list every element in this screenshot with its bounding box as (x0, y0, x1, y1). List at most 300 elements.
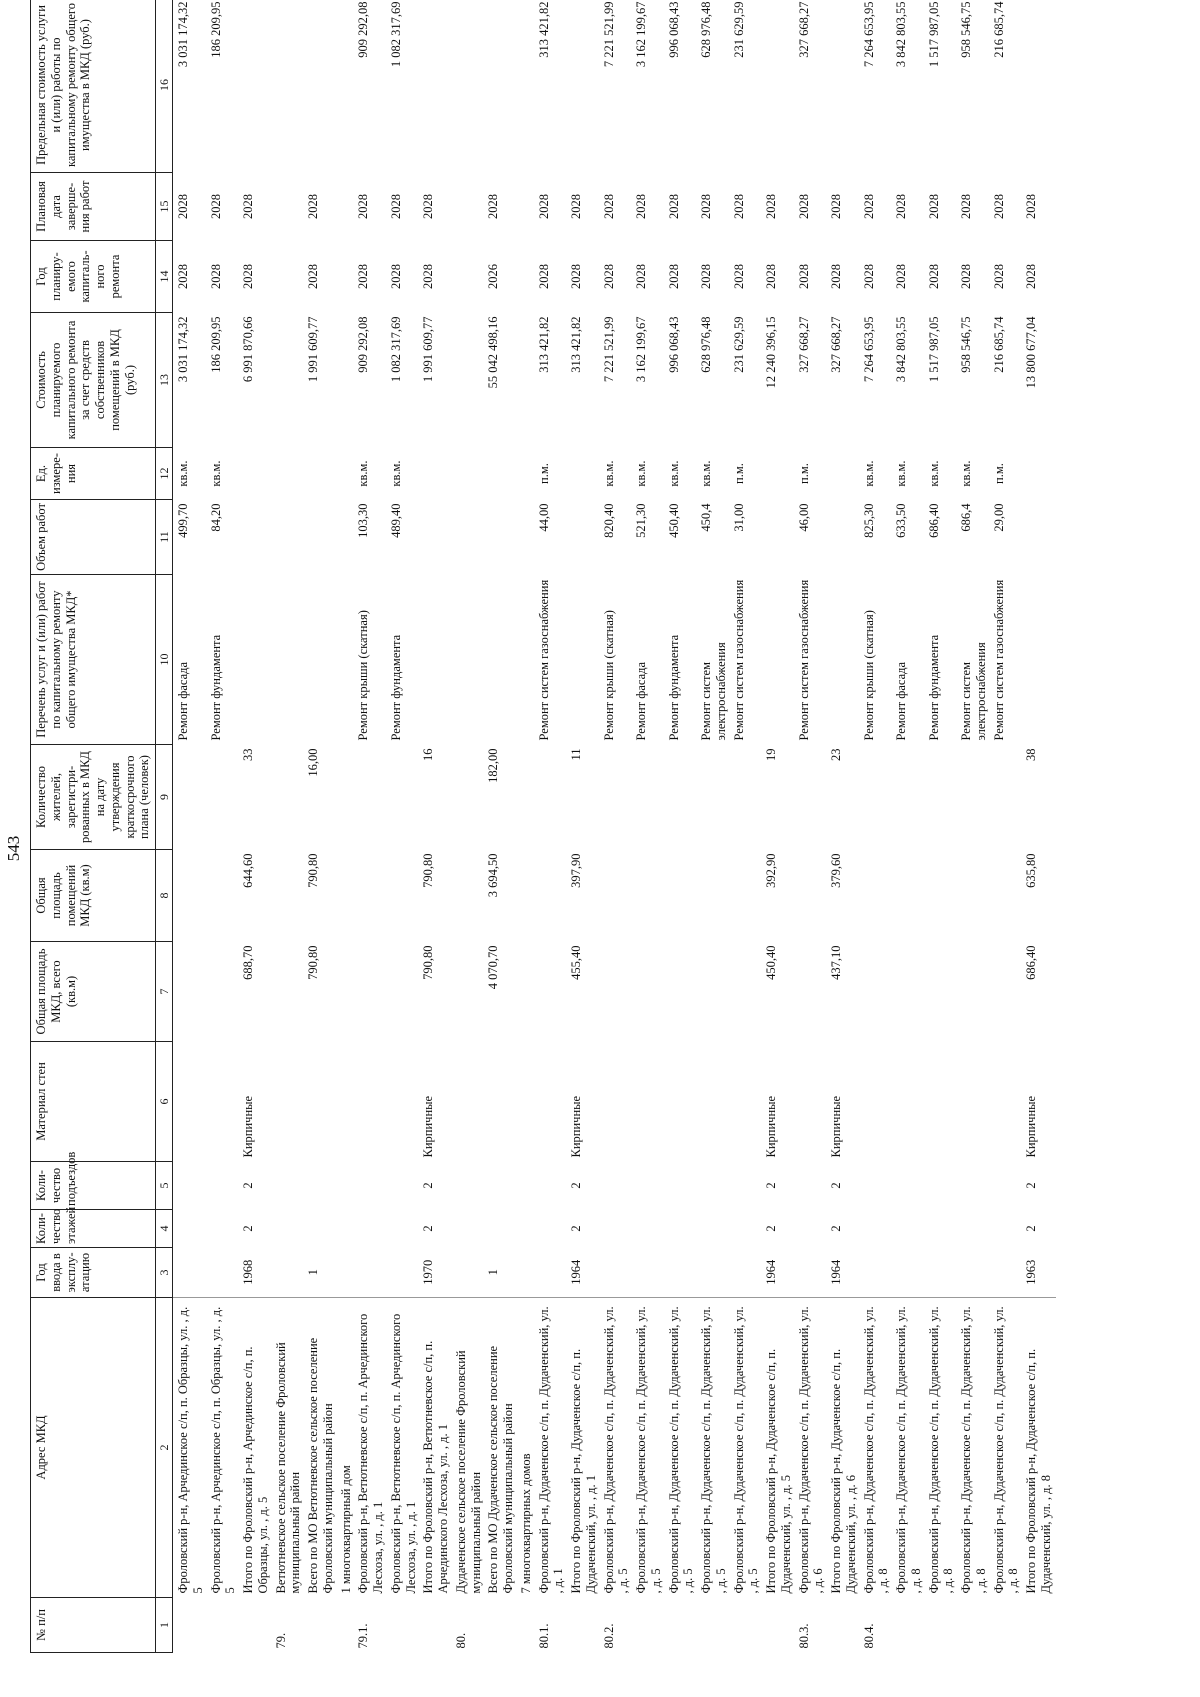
floors-cell (796, 1210, 829, 1248)
col-header-area-premises: Общая площадь помещений МКД (кв.м) (31, 850, 156, 942)
floors-cell (958, 1210, 991, 1248)
residents-cell (698, 745, 731, 850)
end-date-cell (338, 173, 356, 241)
wall-material-cell (926, 1042, 959, 1162)
table-row (518, 0, 536, 1653)
work-type-cell (763, 575, 796, 745)
row-number (893, 1598, 926, 1653)
table-row (485, 0, 518, 1653)
volume-cell: 31,00 (731, 503, 746, 532)
table-row (240, 0, 273, 1653)
premises-area-cell (338, 850, 356, 942)
total-area-cell: 4 070,70 (486, 945, 501, 990)
entrances-cell (666, 1162, 699, 1210)
residents-cell: 16,00 (306, 748, 321, 777)
end-date-cell (453, 173, 486, 241)
entrances-cell (796, 1162, 829, 1210)
year-cell (958, 1248, 991, 1298)
work-type-cell: Ремонт фундамента (388, 634, 403, 741)
row-number (1023, 1598, 1056, 1653)
volume-cell: 84,20 (208, 503, 223, 532)
residents-cell (273, 745, 306, 850)
residents-cell: 38 (1024, 748, 1039, 761)
volume-cell: 521,30 (634, 503, 649, 538)
row-number (305, 1598, 338, 1653)
work-type-cell: Ремонт фундамента (926, 634, 941, 741)
table-row (355, 0, 388, 1653)
cost-cell: 13 800 677,04 (1024, 316, 1039, 389)
total-area-cell (453, 942, 486, 1042)
premises-area-cell: 3 694,50 (486, 853, 501, 898)
unit-cell (1023, 448, 1056, 500)
end-date-cell: 2028 (601, 194, 616, 219)
residents-cell (958, 745, 991, 850)
plan-year-cell: 2028 (569, 264, 584, 289)
unit-cell: п.м. (731, 463, 746, 484)
row-number (926, 1598, 959, 1653)
cost-cell: 327 668,27 (829, 316, 844, 373)
end-date-cell: 2028 (356, 194, 371, 219)
col-number: 9 (156, 745, 173, 850)
row-number (633, 1598, 666, 1653)
row-number: 80.1. (536, 1623, 551, 1649)
year-cell (893, 1248, 926, 1298)
plan-year-cell (273, 241, 306, 313)
table-row (666, 0, 699, 1653)
limit-cost-cell: 7 264 653,95 (861, 1, 876, 68)
floors-cell (173, 1210, 208, 1248)
limit-cost-cell: 1 517 987,05 (926, 1, 941, 68)
premises-area-cell (601, 850, 634, 942)
plan-year-cell: 2028 (796, 264, 811, 289)
premises-area-cell (666, 850, 699, 942)
plan-year-cell: 2028 (959, 264, 974, 289)
address-cell: Дудаченское сельское поселение Фроловский муниципальный район (453, 1298, 486, 1598)
total-area-cell (536, 942, 569, 1042)
address-cell: Итого по Фроловский р-н, Ветютневское с/п, п. Арчединского Лесхоза, ул. , д. 1 (420, 1298, 453, 1598)
table-row (173, 0, 208, 1653)
total-area-cell (796, 942, 829, 1042)
end-date-cell: 2028 (699, 194, 714, 219)
floors-cell (536, 1210, 569, 1248)
unit-cell (305, 448, 338, 500)
col-header-cost: Стоимость планируемого капитального ремонта за счет средств собственников помещений в МКД (руб.) (31, 313, 156, 448)
table-row (338, 0, 356, 1653)
work-type-cell: Ремонт систем электроснабжения (699, 642, 728, 741)
end-date-cell: 2028 (208, 194, 223, 219)
cost-cell: 909 292,08 (356, 316, 371, 373)
work-type-cell (453, 575, 486, 745)
address-cell: Итого по Фроловский р-н, Арчединское с/п, п. Образцы, ул. , д. 5 (240, 1298, 273, 1598)
residents-cell (893, 745, 926, 850)
residents-cell: 182,00 (486, 748, 501, 783)
year-cell: 1964 (764, 1259, 779, 1285)
premises-area-cell (861, 850, 894, 942)
work-type-cell: Ремонт крыши (скатная) (601, 610, 616, 741)
end-date-cell: 2028 (569, 194, 584, 219)
year-cell (536, 1248, 569, 1298)
cost-cell: 1 991 609,77 (306, 316, 321, 383)
total-area-cell (388, 942, 421, 1042)
floors-cell (338, 1210, 356, 1248)
wall-material-cell (958, 1042, 991, 1162)
address-cell: Фроловский р-н, Дудаченское с/п, п. Дудаченский, ул. , д. 1 (536, 1298, 569, 1598)
end-date-cell: 2028 (306, 194, 321, 219)
end-date-cell: 2028 (764, 194, 779, 219)
cost-cell: 3 031 174,32 (176, 316, 191, 383)
wall-material-cell (633, 1042, 666, 1162)
floors-cell (633, 1210, 666, 1248)
entrances-cell (273, 1162, 306, 1210)
limit-cost-cell (420, 0, 453, 173)
address-cell: 7 многоквартирных домов (518, 1298, 536, 1598)
row-number (208, 1598, 241, 1653)
unit-cell (273, 448, 306, 500)
wall-material-cell (536, 1042, 569, 1162)
floors-cell (991, 1210, 1024, 1248)
wall-material-cell (518, 1042, 536, 1162)
entrances-cell: 2 (764, 1182, 779, 1189)
end-date-cell: 2028 (926, 194, 941, 219)
year-cell (453, 1248, 486, 1298)
entrances-cell: 2 (829, 1182, 844, 1189)
plan-year-cell: 2028 (894, 264, 909, 289)
col-number: 14 (156, 241, 173, 313)
work-type-cell: Ремонт крыши (скатная) (356, 610, 371, 741)
total-area-cell (731, 942, 764, 1042)
row-number (698, 1598, 731, 1653)
unit-cell (420, 448, 453, 500)
entrances-cell (485, 1162, 518, 1210)
floors-cell: 2 (764, 1225, 779, 1232)
row-number: 80.4. (861, 1623, 876, 1649)
entrances-cell (861, 1162, 894, 1210)
residents-cell: 11 (569, 748, 584, 761)
row-number: 80. (453, 1632, 468, 1649)
plan-year-cell (518, 241, 536, 313)
volume-cell: 450,40 (666, 503, 681, 538)
total-area-cell: 450,40 (764, 945, 779, 980)
limit-cost-cell: 216 685,74 (991, 1, 1006, 58)
floors-cell (666, 1210, 699, 1248)
residents-cell (355, 745, 388, 850)
year-cell (666, 1248, 699, 1298)
end-date-cell: 2028 (731, 194, 746, 219)
year-cell (338, 1248, 356, 1298)
wall-material-cell (698, 1042, 731, 1162)
residents-cell (861, 745, 894, 850)
col-number: 3 (156, 1248, 173, 1298)
table-row (536, 0, 569, 1653)
entrances-cell (731, 1162, 764, 1210)
entrances-cell (453, 1162, 486, 1210)
end-date-cell: 2028 (388, 194, 403, 219)
row-number: 79. (273, 1632, 288, 1649)
volume-cell: 450,4 (699, 503, 714, 532)
cost-cell: 3 842 803,55 (894, 316, 909, 383)
cost-cell (453, 313, 486, 448)
premises-area-cell: 790,80 (421, 853, 436, 888)
residents-cell: 19 (764, 748, 779, 761)
residents-cell (633, 745, 666, 850)
wall-material-cell (338, 1042, 356, 1162)
wall-material-cell: Кирпичные (764, 1095, 779, 1158)
table-row (958, 0, 991, 1653)
cost-cell: 7 264 653,95 (861, 316, 876, 383)
entrances-cell (305, 1162, 338, 1210)
work-type-cell (273, 575, 306, 745)
row-number: 80.2. (601, 1623, 616, 1649)
work-type-cell: Ремонт систем газоснабжения (731, 579, 746, 741)
limit-cost-cell (273, 0, 306, 173)
limit-cost-cell: 909 292,08 (356, 1, 371, 58)
entrances-cell (173, 1162, 208, 1210)
unit-cell: кв.м. (861, 460, 876, 487)
address-cell: Фроловский р-н, Дудаченское с/п, п. Дудаченский, ул. , д. 5 (601, 1298, 634, 1598)
plan-year-cell: 2028 (634, 264, 649, 289)
wall-material-cell (796, 1042, 829, 1162)
work-type-cell: Ремонт фасада (176, 661, 191, 741)
volume-cell (828, 500, 861, 575)
limit-cost-cell: 231 629,59 (731, 1, 746, 58)
wall-material-cell (485, 1042, 518, 1162)
premises-area-cell: 379,60 (829, 853, 844, 888)
unit-cell: кв.м. (601, 460, 616, 487)
premises-area-cell (796, 850, 829, 942)
address-cell: Итого по Фроловский р-н, Дудаченское с/п, п. Дудаченский, ул. , д. 6 (828, 1298, 861, 1598)
premises-area-cell (453, 850, 486, 942)
volume-cell: 820,40 (601, 503, 616, 538)
work-type-cell (1023, 575, 1056, 745)
table-row (926, 0, 959, 1653)
entrances-cell: 2 (241, 1182, 256, 1189)
volume-cell: 499,70 (176, 503, 191, 538)
col-header-works: Перечень услуг и (или) работ по капитальному ремонту общего имущества МКД* (31, 575, 156, 745)
wall-material-cell: Кирпичные (241, 1095, 256, 1158)
year-cell (518, 1248, 536, 1298)
column-number-row (156, 0, 173, 1653)
volume-cell: 103,30 (356, 503, 371, 538)
limit-cost-cell: 313 421,82 (536, 1, 551, 58)
total-area-cell (273, 942, 306, 1042)
total-area-cell: 686,40 (1024, 945, 1039, 980)
residents-cell (388, 745, 421, 850)
row-number (991, 1598, 1024, 1653)
work-type-cell (518, 575, 536, 745)
plan-year-cell: 2028 (1024, 264, 1039, 289)
residents-cell (208, 745, 241, 850)
total-area-cell (633, 942, 666, 1042)
limit-cost-cell (338, 0, 356, 173)
wall-material-cell (453, 1042, 486, 1162)
work-type-cell (828, 575, 861, 745)
year-cell (601, 1248, 634, 1298)
col-header-unit: Ед. измере-ния (31, 448, 156, 500)
row-number: 80.3. (796, 1623, 811, 1649)
plan-year-cell: 2028 (241, 264, 256, 289)
premises-area-cell (208, 850, 241, 942)
row-number (420, 1598, 453, 1653)
unit-cell (485, 448, 518, 500)
work-type-cell (485, 575, 518, 745)
col-header-end-date: Плановая дата заверше-ния работ (31, 173, 156, 241)
unit-cell (453, 448, 486, 500)
residents-cell (731, 745, 764, 850)
year-cell: 1970 (421, 1259, 436, 1285)
entrances-cell (338, 1162, 356, 1210)
work-type-cell (338, 575, 356, 745)
premises-area-cell: 790,80 (306, 853, 321, 888)
address-cell: Итого по Фроловский р-н, Дудаченское с/п, п. Дудаченский, ул. , д. 8 (1023, 1298, 1056, 1598)
work-type-cell (420, 575, 453, 745)
col-number: 2 (156, 1298, 173, 1598)
wall-material-cell (305, 1042, 338, 1162)
residents-cell: 33 (241, 748, 256, 761)
entrances-cell (536, 1162, 569, 1210)
col-number: 6 (156, 1042, 173, 1162)
table-row (208, 0, 241, 1653)
cost-cell (338, 313, 356, 448)
address-cell: Всего по МО Дудаченское сельское поселение Фроловский муниципальный район (485, 1298, 518, 1598)
end-date-cell (273, 173, 306, 241)
cost-cell: 186 209,95 (208, 316, 223, 373)
end-date-cell: 2028 (1024, 194, 1039, 219)
premises-area-cell: 635,80 (1024, 853, 1039, 888)
end-date-cell: 2028 (861, 194, 876, 219)
limit-cost-cell (568, 0, 601, 173)
plan-year-cell: 2028 (421, 264, 436, 289)
total-area-cell: 688,70 (241, 945, 256, 980)
table-row (731, 0, 764, 1653)
total-area-cell (861, 942, 894, 1042)
residents-cell (991, 745, 1024, 850)
total-area-cell (338, 942, 356, 1042)
cost-cell: 1 991 609,77 (421, 316, 436, 383)
row-number (958, 1598, 991, 1653)
residents-cell (536, 745, 569, 850)
wall-material-cell (208, 1042, 241, 1162)
floors-cell (698, 1210, 731, 1248)
cost-cell: 313 421,82 (536, 316, 551, 373)
limit-cost-cell: 327 668,27 (796, 1, 811, 58)
plan-year-cell: 2028 (764, 264, 779, 289)
address-cell: Фроловский р-н, Дудаченское с/п, п. Дудаченский, ул. , д. 5 (666, 1298, 699, 1598)
volume-cell: 29,00 (991, 503, 1006, 532)
end-date-cell: 2028 (241, 194, 256, 219)
year-cell (861, 1248, 894, 1298)
table-row (893, 0, 926, 1653)
col-header-residents: Количество жителей, зарегистри-рованных в МКД на дату утверждения краткосрочного плана (человек) (31, 745, 156, 850)
premises-area-cell (173, 850, 208, 942)
wall-material-cell (273, 1042, 306, 1162)
col-header-limit-cost: Предельная стоимость услуги и (или) работы по капитальному ремонту общего имущества в МКД (руб.) (31, 0, 156, 173)
floors-cell (601, 1210, 634, 1248)
table-row (698, 0, 731, 1653)
cost-cell: 327 668,27 (796, 316, 811, 373)
volume-cell (485, 500, 518, 575)
residents-cell (926, 745, 959, 850)
year-cell (731, 1248, 764, 1298)
address-cell: 1 многоквартирный дом (338, 1298, 356, 1598)
residents-cell (453, 745, 486, 850)
plan-year-cell: 2028 (699, 264, 714, 289)
address-cell: Итого по Фроловский р-н, Дудаченское с/п, п. Дудаченский, ул. , д. 1 (568, 1298, 601, 1598)
volume-cell (518, 500, 536, 575)
wall-material-cell (666, 1042, 699, 1162)
address-cell: Ветютневское сельское поселение Фроловский муниципальный район (273, 1298, 306, 1598)
premises-area-cell (388, 850, 421, 942)
premises-area-cell (893, 850, 926, 942)
volume-cell: 825,30 (861, 503, 876, 538)
work-type-cell: Ремонт фундамента (208, 634, 223, 741)
premises-area-cell: 397,90 (569, 853, 584, 888)
year-cell: 1964 (569, 1259, 584, 1285)
col-number: 7 (156, 942, 173, 1042)
unit-cell: кв.м. (176, 460, 191, 487)
volume-cell (305, 500, 338, 575)
entrances-cell (601, 1162, 634, 1210)
address-cell: Итого по Фроловский р-н, Дудаченское с/п, п. Дудаченский, ул. , д. 5 (763, 1298, 796, 1598)
row-number (240, 1598, 273, 1653)
unit-cell: п.м. (796, 463, 811, 484)
table-row (991, 0, 1024, 1653)
end-date-cell (518, 173, 536, 241)
wall-material-cell: Кирпичные (1024, 1095, 1039, 1158)
volume-cell (453, 500, 486, 575)
cost-cell: 6 991 870,66 (241, 316, 256, 383)
address-cell: Фроловский р-н, Дудаченское с/п, п. Дудаченский, ул. , д. 8 (893, 1298, 926, 1598)
premises-area-cell (731, 850, 764, 942)
premises-area-cell (698, 850, 731, 942)
plan-year-cell (453, 241, 486, 313)
limit-cost-cell (763, 0, 796, 173)
limit-cost-cell: 996 068,43 (666, 1, 681, 58)
plan-year-cell: 2028 (306, 264, 321, 289)
cost-cell: 12 240 396,15 (764, 316, 779, 389)
plan-year-cell: 2026 (486, 264, 501, 289)
total-area-cell (208, 942, 241, 1042)
work-type-cell: Ремонт фасада (634, 661, 649, 741)
floors-cell (208, 1210, 241, 1248)
row-number (828, 1598, 861, 1653)
end-date-cell: 2028 (829, 194, 844, 219)
unit-cell (338, 448, 356, 500)
total-area-cell (698, 942, 731, 1042)
floors-cell (273, 1210, 306, 1248)
row-number (666, 1598, 699, 1653)
floors-cell (518, 1210, 536, 1248)
table-row (273, 0, 306, 1653)
address-cell: Всего по МО Ветютневское сельское поселение Фроловский муниципальный район (305, 1298, 338, 1598)
limit-cost-cell (1023, 0, 1056, 173)
year-cell: 1 (306, 1269, 321, 1276)
address-cell: Фроловский р-н, Дудаченское с/п, п. Дудаченский, ул. , д. 8 (926, 1298, 959, 1598)
work-type-cell (240, 575, 273, 745)
entrances-cell (208, 1162, 241, 1210)
col-number: 4 (156, 1210, 173, 1248)
cost-cell (518, 313, 536, 448)
cost-cell: 3 162 199,67 (634, 316, 649, 383)
table-row (388, 0, 421, 1653)
table-row (763, 0, 796, 1653)
floors-cell (893, 1210, 926, 1248)
unit-cell (240, 448, 273, 500)
limit-cost-cell: 3 031 174,32 (176, 1, 191, 68)
work-type-cell (305, 575, 338, 745)
entrances-cell (958, 1162, 991, 1210)
address-cell: Фроловский р-н, Арчединское с/п, п. Образцы, ул. , д. 5 (173, 1298, 208, 1598)
work-type-cell: Ремонт систем газоснабжения (991, 579, 1006, 741)
